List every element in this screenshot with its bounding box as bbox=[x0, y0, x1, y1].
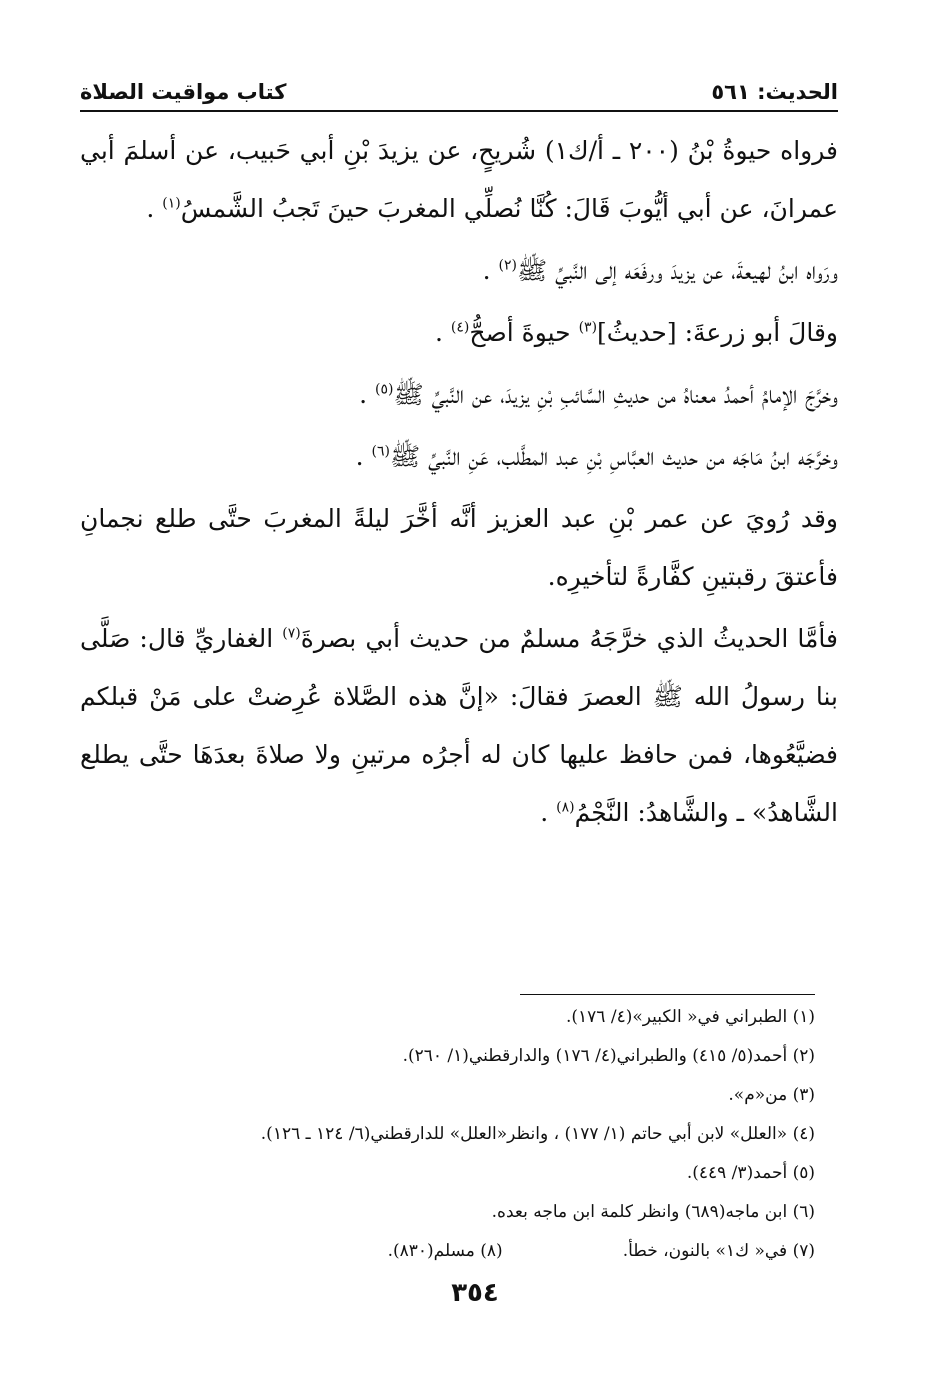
paragraph-7: فأمَّا الحديثُ الذي خرَّجَهُ مسلمٌ من حديث أبي بصرةَ$^{(٧)}$ الغفاريِّ قال: صَلَّى بنا رسولُ الله ﷺ العصرَ فقالَ: «إنَّ هذه الصَّلاة عُرِضتْ على مَنْ قبلكم فضيَّعُوها، فمن حافظ عليها كان له أجرُه مرتينِ ولا صلاةَ بعدَهَا حتَّى يطلع الشَّاهدُ» ـ والشَّاهدُ: النَّجْمُ$^{(٨)}$ . bbox=[80, 624, 838, 827]
paragraph-3-text-b: حيوةَ أصحُّ bbox=[469, 318, 579, 347]
paragraph-6-text: وقد رُويَ عن عمر بْنِ عبد العزيز أنَّه أخَّرَ ليلةً المغربَ حتَّى طلع نجمانِ فأعتقَ رقبتينِ كفَّارةً لتأخيرِه. bbox=[80, 504, 838, 591]
footnote-marker-1: (١) bbox=[162, 195, 181, 212]
paragraph-4-text: وخرَّجَ الإمامُ أحمدُ معناهُ من حديثِ السَّائبِ بْنِ يزيدَ، عن النَّبيِّ ﷺ bbox=[393, 380, 838, 409]
footnote-marker-6: (٦) bbox=[371, 443, 391, 460]
footnote-6: (٦) ابن ماجه(٦٨٩) وانظر كلمة ابن ماجه بعده. bbox=[491, 1202, 815, 1222]
running-header bbox=[80, 70, 838, 104]
main-text bbox=[80, 122, 838, 842]
footnote-marker-3: (٣) bbox=[578, 319, 598, 336]
paragraph-7-text-b: الغفاريِّ قال: صَلَّى بنا رسولُ الله ﷺ العصرَ فقالَ: «إنَّ هذه الصَّلاة عُرِضتْ على مَنْ قبلكم فضيَّعُوها، فمن حافظ عليها كان له أجرُه مرتينِ ولا صلاةَ بعدَهَا حتَّى يطلع الشَّاهدُ» ـ والشَّاهدُ: النَّجْمُ bbox=[80, 624, 838, 827]
footnote-divider bbox=[520, 994, 815, 995]
paragraph-3-text-a: وقالَ أبو زرعةَ: [حديثُ] bbox=[597, 318, 838, 347]
header-divider bbox=[80, 110, 838, 112]
paragraph-1: فرواه حيوةُ بْنُ (٢٠٠ ـ أ/ك١) شُريحٍ، عن يزيدَ بْنِ أبي حَبيب، عن أسلمَ أبي عمرانَ، عن أبي أيُّوبَ قَالَ: كُنَّا نُصلِّي المغربَ حينَ تَجبُ الشَّمسُ$^{(١)}$ . bbox=[80, 136, 838, 223]
page-number: ٣٥٤ bbox=[451, 1278, 499, 1308]
paragraph-4: وخرَّجَ الإمامُ أحمدُ معناهُ من حديثِ السَّائبِ بْنِ يزيدَ، عن النَّبيِّ ﷺ$^{(٥)}$ . bbox=[359, 380, 838, 409]
footnote-7: (٧) في« ك١» بالنون، خطأ. bbox=[622, 1241, 815, 1261]
footnotes bbox=[110, 998, 815, 1271]
hadith-number-label: الحديث: ٥٦١ bbox=[711, 80, 838, 104]
footnote-marker-2: (٢) bbox=[498, 257, 517, 274]
footnote-marker-7: (٧) bbox=[282, 625, 301, 642]
paragraph-7-text-a: فأمَّا الحديثُ الذي خرَّجَهُ مسلمٌ من حديث أبي بصرةَ bbox=[300, 624, 838, 653]
footnote-1: (١) الطبراني في« الكبير»(٤/ ١٧٦). bbox=[565, 1007, 815, 1027]
footnote-8: (٨) مسلم(٨٣٠). bbox=[387, 1241, 503, 1261]
footnote-row-7-8 bbox=[110, 1232, 815, 1271]
paragraph-5: وخرَّجَه ابنُ مَاجَه من حديث العبَّاسِ بْنِ عبد المطَّلب، عَنِ النَّبيِّ ﷺ$^{(٦)}$ . bbox=[355, 442, 838, 471]
paragraph-2-text: ورَواه ابنُ لهيعةَ، عن يزيدَ ورفَعَه إلى النَّبيِّ ﷺ bbox=[516, 256, 838, 285]
book-title: كتاب مواقيت الصلاة bbox=[80, 80, 287, 104]
footnote-2: (٢) أحمد(٥/ ٤١٥) والطبراني(٤/ ١٧٦) والدارقطني(١/ ٢٦٠). bbox=[402, 1046, 815, 1066]
paragraph-5-text: وخرَّجَه ابنُ مَاجَه من حديث العبَّاسِ بْنِ عبد المطَّلب، عَنِ النَّبيِّ ﷺ bbox=[390, 442, 838, 471]
paragraph-2: ورَواه ابنُ لهيعةَ، عن يزيدَ ورفَعَه إلى النَّبيِّ ﷺ$^{(٢)}$ . bbox=[482, 256, 838, 285]
footnote-3: (٣) من«م». bbox=[728, 1085, 815, 1105]
paragraph-6 bbox=[80, 490, 838, 606]
footnote-marker-4: (٤) bbox=[450, 319, 470, 336]
paragraph-1-text: فرواه حيوةُ بْنُ (٢٠٠ ـ أ/ك١) شُريحٍ، عن يزيدَ بْنِ أبي حَبيب، عن أسلمَ أبي عمرانَ، عن أبي أيُّوبَ قَالَ: كُنَّا نُصلِّي المغربَ حينَ تَجبُ الشَّمسُ bbox=[80, 136, 838, 223]
footnote-marker-8: (٨) bbox=[556, 799, 575, 816]
footnote-5: (٥) أحمد(٣/ ٤٤٩). bbox=[686, 1163, 815, 1183]
footnote-4: (٤) «العلل» لابن أبي حاتم (١/ ١٧٧) ، وانظر«العلل» للدارقطني(٦/ ١٢٤ ـ ١٢٦). bbox=[260, 1124, 815, 1144]
footnote-marker-5: (٥) bbox=[375, 381, 394, 398]
paragraph-3: وقالَ أبو زرعةَ: [حديثُ]$^{(٣)}$ حيوةَ أصحُّ$^{(٤)}$ . bbox=[434, 318, 838, 347]
